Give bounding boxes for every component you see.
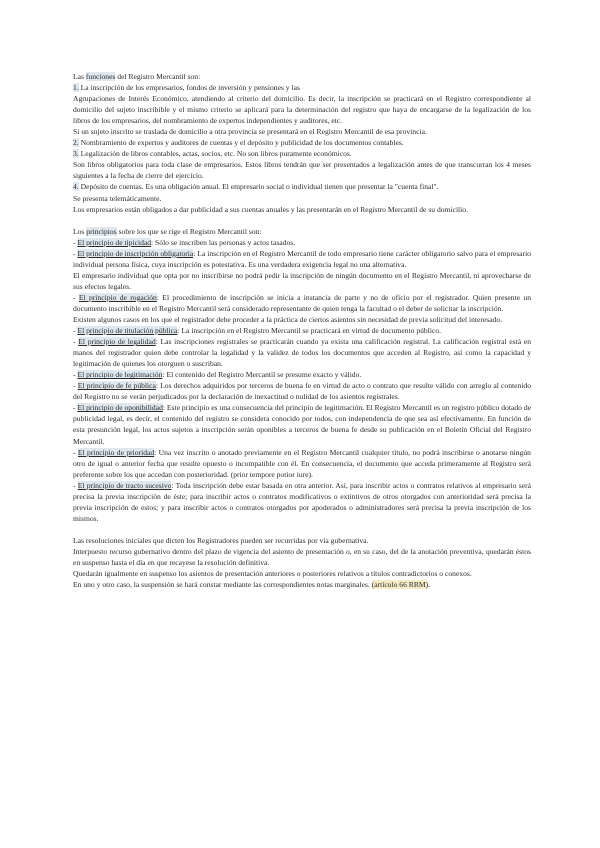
dash: - xyxy=(73,326,78,336)
dash: - xyxy=(73,381,78,391)
principio-text: : El procedimiento de inscripción se inicia a instancia de parte y no de oficio por el registrador. Quien presente un documento inscribible en el Registro Mercantil será considerado representante de quien tenga la facultad o el deber de solicitar la inscripción. xyxy=(73,292,531,313)
paragraph: Interpuesto recurso gubernativo dentro del plazo de vigencia del asiento de presentación o, en su caso, del de la anotación preventiva, quedarán éstos en suspenso hasta el día en que recayese la resolución definitiva. xyxy=(73,546,531,567)
principio-label: El principio de titulación pública xyxy=(77,326,178,336)
item-number: 4. xyxy=(73,182,79,192)
principio-text: : Sólo se inscriben las personas y actos tasados. xyxy=(151,237,296,247)
principio-item xyxy=(73,248,531,270)
highlighted-word: funciones xyxy=(85,72,116,81)
principio-item xyxy=(73,480,531,524)
paragraph: Los empresarios están obligados a dar publicidad a sus cuentas anuales y las presentarán en el Registro Mercantil de su domicilio. xyxy=(73,204,468,214)
principio-label: El principio de legitimación xyxy=(77,370,163,380)
resoluciones-section xyxy=(73,535,531,590)
dash: - xyxy=(73,337,79,347)
principio-text: : Una vez inscrito o anotado previamente en el Registro Mercantil cualquier título, no podrá inscribirse o anotarse ningún otro de igual o anterior fecha que resulte opuesto o incompatible con él. En consecuencia, el documento que acceda primeramente al Registro será preferente sobre los que accedan con posterioridad. (prior tempore potior iure). xyxy=(73,447,531,479)
principio-item xyxy=(73,292,531,314)
principio-label: El principio de inscripción obligatoria xyxy=(77,248,194,258)
text: Las xyxy=(73,72,86,81)
funciones-section xyxy=(73,71,531,215)
principio-text: : Este principio es una consecuencia del principio de legitimación. El Registro Mercantil es un registro público dotado de publicidad legal, es decir, el contenido del registro se considera conocido por todos, con independencia de que sea así efectivamente. En función de esta presunción legal, los actos sujetos a inscripción serán oponibles a terceros de buena fe desde su publicación en el Boletín Oficial del Registro Mercantil. xyxy=(73,403,531,446)
paragraph-with-reference xyxy=(73,579,531,590)
text: Nombramiento de expertos y auditores de cuentas y el depósito y publicidad de los documentos contables. xyxy=(78,138,404,148)
funcion-1 xyxy=(73,82,531,93)
text: Legalización de libros contables, actas, socios, etc. No son libros puramente económicos. xyxy=(78,149,352,159)
principio-label: El principio de rogación xyxy=(78,292,157,302)
article-reference: (artículo 66 RRM) xyxy=(371,580,429,590)
principios-heading xyxy=(73,226,531,237)
dash: - xyxy=(73,403,78,413)
text: Depósito de cuentas. Es una obligación anual. El empresario social o individual tienen que presentar la "cuenta final". xyxy=(78,182,439,192)
principio-text: : Los derechos adquiridos por terceros de buena fe en virtud de acto o contrato que resulte válido con arreglo al contenido del Registro no se verán perjudicados por la declaración de inexactitud o nulidad de los asientos registrales. xyxy=(73,381,531,402)
principio-label: El principio de fe pública xyxy=(77,381,156,391)
funciones-heading xyxy=(73,71,531,82)
item-number: 3. xyxy=(73,149,79,159)
principio-item xyxy=(73,402,531,446)
item-number: 2. xyxy=(73,138,79,148)
funcion-2 xyxy=(73,137,531,148)
dash: - xyxy=(73,292,79,302)
principios-section xyxy=(73,226,531,524)
document-page xyxy=(73,71,531,590)
principio-label: El principio de oponibilidad xyxy=(77,403,163,413)
text: del Registro Mercantil son: xyxy=(115,72,201,81)
text: . xyxy=(428,580,431,590)
dash: - xyxy=(73,370,78,380)
paragraph: Si un sujeto inscrito se traslada de domicilio a otra provincia se presentará en el Registro Mercantil de esa provincia. xyxy=(73,127,427,137)
spacer xyxy=(73,215,531,226)
funcion-3 xyxy=(73,148,531,159)
principio-item xyxy=(73,336,531,369)
principio-text: : Toda inscripción debe estar basada en otra anterior. Así, para inscribir actos o contratos relativos al empresario será precisa la previa inscripción de éste; para inscribir actos o contratos modificativos o extintivos de otros otorgados con anterioridad será precisa la previa inscripción de estos; y para inscribir actos o contratos otorgados por apoderados o administradores será precisa la previa inscripción de los mismos. xyxy=(73,480,531,523)
item-number: 1. xyxy=(73,83,79,93)
principio-text: : Las inscripciones registrales se practicarán cuando ya exista una calificación registral. La calificación registral está en manos del registrador quien debe controlar la legalidad y la validez de todos los documentos que acceden al Registro, así como la capacidad y legitimación de quienes los otorguen o suscriban. xyxy=(73,337,532,369)
paragraph: Se presenta telemáticamente. xyxy=(73,193,162,203)
paragraph: Son libros obligatorios para toda clase de empresarios. Estos libros tendrán que ser presentados a legalización antes de que transcurran los 4 meses siguientes a la fecha de cierre del ejercicio. xyxy=(73,160,531,181)
principio-item xyxy=(73,325,531,336)
principio-item xyxy=(73,237,531,248)
principio-label: El principio de legalidad xyxy=(78,337,156,347)
paragraph: Quedarán igualmente en suspenso los asientos de presentación anteriores o posteriores relativos a títulos contradictorios o conexos. xyxy=(73,569,472,579)
principios-list xyxy=(73,237,531,524)
dash: - xyxy=(73,447,78,457)
principio-item xyxy=(73,369,531,380)
spacer xyxy=(73,524,531,535)
principio-label: El principio de prioridad xyxy=(77,447,155,457)
text: Los xyxy=(73,226,87,236)
principio-text: : El contenido del Registro Mercantil se presume exacto y válido. xyxy=(162,370,362,380)
dash: - xyxy=(73,480,78,490)
paragraph: Existen algunos casos en los que el registrador debe proceder a la práctica de ciertos asientos sin necesidad de previa solicitud del interesado. xyxy=(73,314,503,324)
text: La inscripción de los empresarios, fondos de inversión y pensiones y las xyxy=(78,83,300,93)
paragraph: El empresario individual que opta por no inscribirse no podrá pedir la inscripción de ningún documento en el Registro Mercantil, ni aprovecharse de sus efectos legales. xyxy=(73,270,531,291)
principio-label: El principio de tipicidad xyxy=(77,237,152,247)
principio-item xyxy=(73,447,531,480)
funcion-4 xyxy=(73,181,531,192)
highlighted-word: principios xyxy=(86,226,117,236)
text: En uno y otro caso, la suspensión se hará constar mediante las correspondientes notas marginales. xyxy=(73,580,372,590)
dash: - xyxy=(73,237,78,247)
paragraph: Agrupaciones de Interés Económico, atendiendo al criterio del domicilio. Es decir, la inscripción se practicará en el Registro correspondiente al domicilio del sujeto inscribible y el mismo criterio se aplicará para la determinación del registro que haya de encargarse de la legalización de los libros de los empresarios, del nombramiento de expertos independientes y auditores, etc. xyxy=(73,94,531,126)
principio-item xyxy=(73,380,531,402)
principio-label: El principio de tracto sucesivo xyxy=(77,480,172,490)
text: sobre los que se rige el Registro Mercantil son: xyxy=(116,226,262,236)
principio-text: : La inscripción en el Registro Mercantil se practicará en virtud de documento público. xyxy=(177,326,441,336)
dash: - xyxy=(73,248,78,258)
principio-text: : La inscripción en el Registro Mercantil de todo empresario tiene carácter obligatorio salvo para el empresario individual persona física, cuya inscripción es potestativa. Es una verdadera exigencia legal no una alternativa. xyxy=(73,248,531,269)
paragraph: Las resoluciones iniciales que dicten los Registradores pueden ser recurridas por vía gubernativa. xyxy=(73,535,369,545)
